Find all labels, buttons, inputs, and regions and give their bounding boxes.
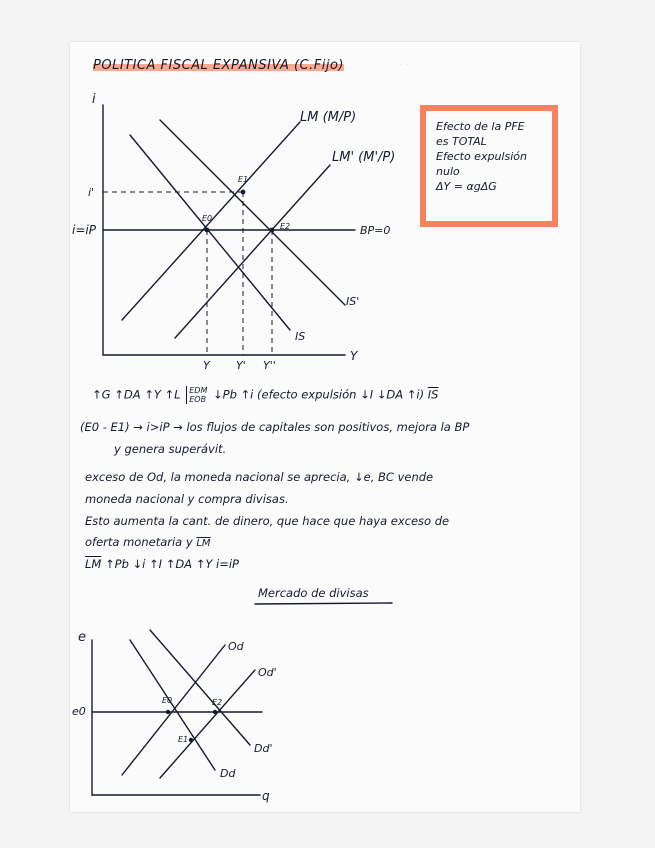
g2-pt0-label: E0 (162, 696, 173, 705)
g1-lm-label: LM (M/P) (300, 110, 357, 125)
g1-e0-label: E0 (202, 214, 213, 223)
note-line-6: Esto aumenta la cant. de dinero, que hace que haya exceso de (85, 514, 450, 528)
g1-y-axis-label: i (92, 92, 96, 107)
g1-i1-label: i' (88, 186, 95, 199)
g1-is-label: IS (295, 330, 306, 343)
note-line-5: moneda nacional y compra divisas. (85, 492, 289, 506)
g1-is-curve (130, 135, 290, 330)
g2-od-label: Od (228, 640, 244, 653)
g1-point-e0 (205, 228, 210, 233)
summary-line-1: Efecto de la PFE (436, 120, 525, 133)
g2-x-axis-label: q (262, 789, 270, 803)
g2-pt2-label: E2 (212, 698, 223, 707)
g2-dd-line (130, 640, 215, 770)
g2-od2-line (160, 670, 255, 778)
page-title: POLITICA FISCAL EXPANSIVA (C.Fijo) (93, 58, 344, 73)
note-line-4: exceso de Od, la moneda nacional se aprecia, ↓e, BC vende (85, 470, 434, 484)
summary-line-5: ΔY = αgΔG (436, 180, 497, 193)
g1-e1-label: E1 (238, 175, 249, 184)
g1-lm2-label: LM' (M'/P) (332, 150, 396, 165)
bleed-through: · · · · · (380, 60, 409, 71)
g1-is2-label: IS' (346, 295, 360, 308)
g2-point-e2 (213, 710, 217, 714)
g2-pt1-label: E1 (178, 735, 189, 744)
section-subtitle: Mercado de divisas (258, 586, 369, 600)
note-line-2: (E0 - E1) → i>iP → los flujos de capitales son positivos, mejora la BP (80, 420, 470, 434)
summary-box (420, 105, 558, 227)
g2-dd2-label: Dd' (254, 742, 273, 755)
g1-x-axis-label: Y (350, 349, 358, 363)
note-line-3: y genera superávit. (114, 442, 227, 456)
g2-subtitle-underline (255, 603, 392, 604)
g1-lm2-curve (175, 165, 330, 338)
g2-y-axis-label: e (78, 630, 86, 645)
g1-y2-label: Y'' (263, 359, 276, 372)
g2-od-line (122, 645, 225, 775)
g1-point-e1 (241, 190, 246, 195)
g1-y1-label: Y' (236, 359, 246, 372)
note-line-7: oferta monetaria y $\overline{LM}$ (85, 535, 211, 549)
note-line-8: $\overline{LM}$ ↑Pb ↓i ↑I ↑DA ↑Y i=iP (85, 557, 239, 571)
g2-point-e1 (189, 738, 193, 742)
g2-point-e0 (166, 710, 170, 714)
summary-line-4: nulo (436, 165, 460, 178)
summary-line-2: es TOTAL (436, 135, 487, 148)
g1-ieq-label: i=iP (72, 223, 96, 237)
g1-is2-curve (160, 120, 345, 305)
g2-e0-label: e0 (72, 705, 86, 718)
g1-e2-label: E2 (280, 222, 291, 231)
summary-line-3: Efecto expulsión (436, 150, 527, 163)
g1-y0-label: Y (203, 359, 210, 372)
note-line-1: ↑G ↑DA ↑Y ↑L EDM EOB ↓Pb ↑i (efecto expulsión ↓I ↓DA ↑i) $\overline{IS}$ (92, 386, 439, 404)
g2-od2-label: Od' (258, 666, 277, 679)
g1-bp-label: BP=0 (360, 224, 391, 237)
g2-dd-label: Dd (220, 767, 236, 780)
g1-point-e2 (270, 228, 275, 233)
